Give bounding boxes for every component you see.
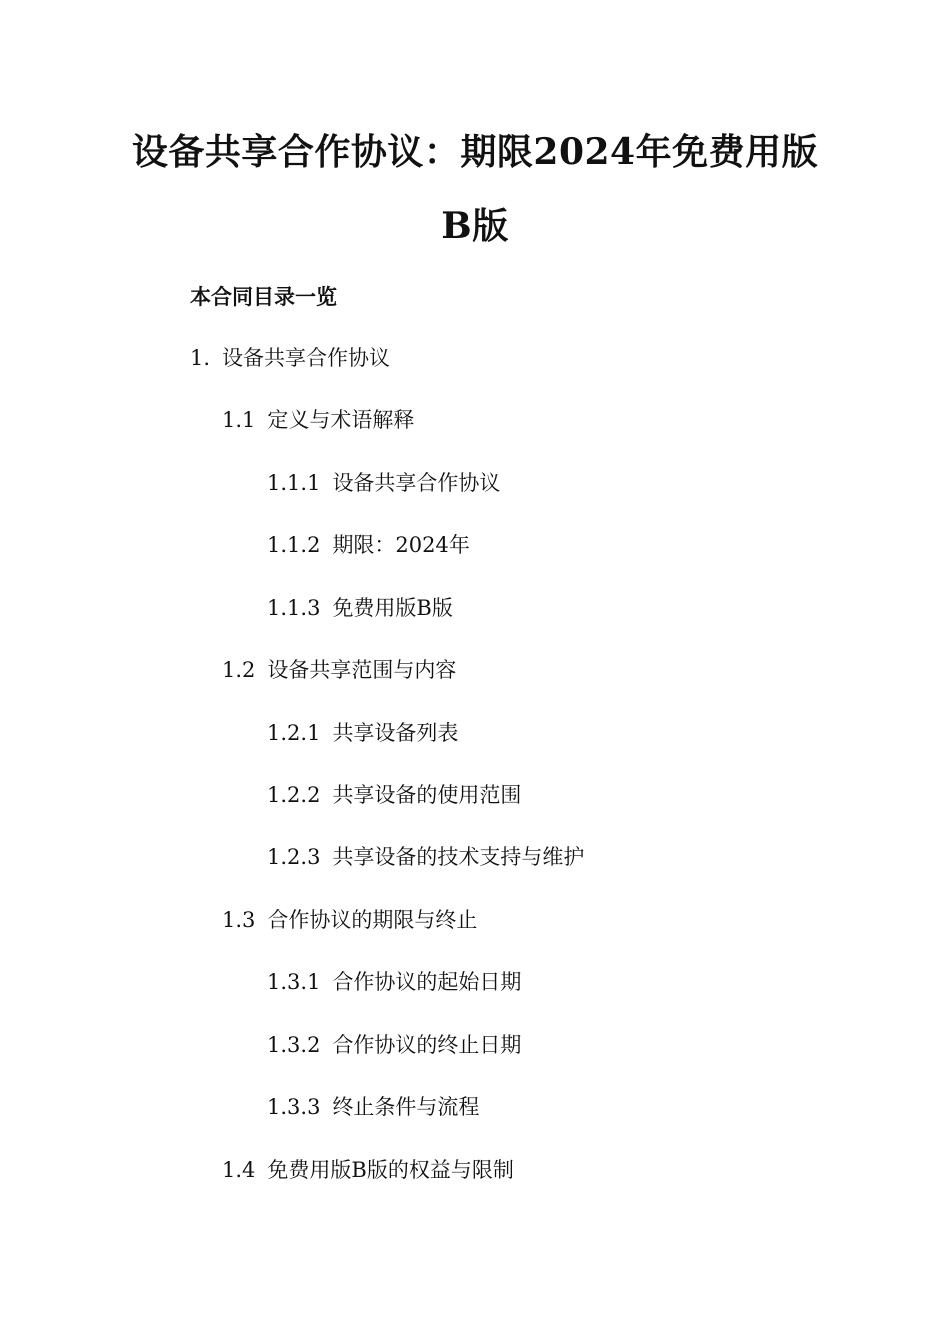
toc-item-number: 1.3.1: [267, 970, 321, 994]
toc-item-text: 设备共享合作协议: [222, 346, 391, 370]
toc-item: [267, 1031, 521, 1059]
toc-item-number: 1.1.1: [267, 471, 321, 495]
toc-item-text: 合作协议的起始日期: [332, 970, 522, 994]
toc-item: [267, 594, 453, 622]
toc-item: [222, 656, 456, 684]
toc-item-number: 1.1: [222, 408, 256, 432]
toc-item: [267, 968, 521, 996]
toc-item: [267, 719, 458, 747]
toc-item-text: 合作协议的期限与终止: [267, 908, 478, 932]
toc-item-text: 设备共享合作协议: [332, 471, 501, 495]
toc-item-number: 1.2: [222, 658, 256, 682]
toc-item-number: 1.3.3: [267, 1095, 321, 1119]
document-title-line-1: 设备共享合作协议：期限2024年免费用版: [131, 131, 819, 173]
toc-item-text: 终止条件与流程: [332, 1095, 480, 1119]
toc-item: [267, 1093, 479, 1121]
toc-item-text: 合作协议的终止日期: [332, 1033, 522, 1057]
toc-item-text: 设备共享范围与内容: [267, 658, 457, 682]
toc-item-text: 免费用版B版的权益与限制: [267, 1158, 514, 1182]
toc-item-number: 1.3: [222, 908, 256, 932]
toc-item-number: 1.1.2: [267, 533, 321, 557]
toc-item-number: 1.2.2: [267, 783, 321, 807]
toc-item-number: 1.: [190, 346, 211, 370]
toc-item-number: 1.1.3: [267, 596, 321, 620]
toc-item-number: 1.2.3: [267, 845, 321, 869]
toc-item-text: 期限：2024年: [332, 533, 470, 557]
toc-item: [222, 906, 477, 934]
toc-item-text: 定义与术语解释: [267, 408, 415, 432]
toc-item: [267, 469, 500, 497]
toc-item: [222, 1156, 514, 1184]
document-title-line-2: B版: [441, 205, 509, 247]
toc-item-text: 共享设备列表: [332, 721, 459, 745]
toc-item: [267, 781, 521, 809]
toc-item-number: 1.2.1: [267, 721, 321, 745]
toc-item-text: 共享设备的使用范围: [332, 783, 522, 807]
toc-item-text: 免费用版B版: [332, 596, 453, 620]
toc-item: [267, 531, 470, 559]
toc-item: [190, 344, 390, 372]
toc-item-number: 1.4: [222, 1158, 256, 1182]
toc-item-text: 共享设备的技术支持与维护: [332, 845, 585, 869]
toc-item: [267, 843, 584, 871]
toc-item: [222, 406, 414, 434]
toc-item-number: 1.3.2: [267, 1033, 321, 1057]
toc-heading: 本合同目录一览: [190, 285, 337, 309]
